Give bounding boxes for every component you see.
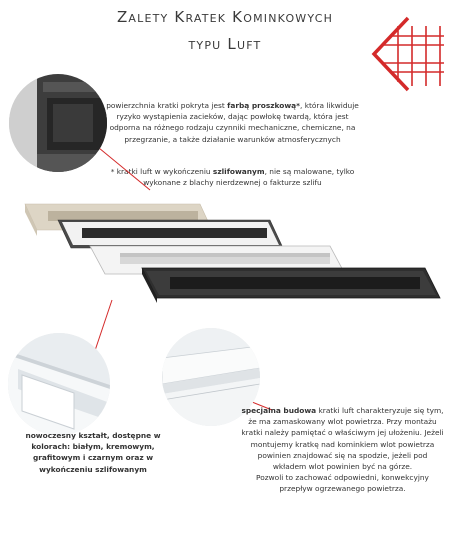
profile-detail-image: [9, 74, 107, 172]
coating-text-2: , która likwiduje ryzyko wystąpienia zacieków, dając powłokę twardą, która jest odporna na różnego rodzaju czynniki mechaniczne, chemiczne, na przegrzanie, a także działanie warunków atmosferycznych: [109, 101, 359, 144]
construction-description: [240, 405, 445, 495]
page-title: Zalety Kratek Kominkowych: [116, 8, 334, 26]
white-grille-detail-image: [8, 333, 110, 435]
colors-description: nowoczesny kształt, dostępne w kolorach: białym, kremowym, grafitowym i czarnym oraz w wykończeniu szlifowanym: [25, 431, 161, 474]
footnote-text-2: , nie są malowane, tylko wykonane z blachy nierdzewnej o fakturze szlifu: [143, 167, 355, 188]
grille-graphite: [58, 220, 283, 248]
coating-text-1: powierzchnia kratki pokryta jest: [106, 101, 228, 110]
page-subtitle: typu Luft: [188, 35, 262, 53]
detail-circle-profile: [9, 74, 107, 172]
construction-text-2: Pozwoli to zachować odpowiedni, konwekcyjny przepływ ogrzewanego powietrza.: [256, 473, 429, 494]
coating-description: [105, 100, 360, 145]
footnote-bold: szlifowanym: [212, 167, 265, 176]
brand-logo: [368, 14, 446, 94]
construction-bold: specjalna budowa: [241, 406, 317, 415]
footnote: [105, 166, 360, 188]
product-grilles: [0, 190, 457, 340]
footnote-text-1: * kratki luft w wykończeniu: [110, 167, 213, 176]
construction-text-1: kratki luft charakteryzuje się tym, że ma zamaskowany wlot powietrza. Przy montażu kratki należy pamiętać o właściwym jej ułożeniu. Jeżeli montujemy kratkę nad kominkiem wlot powietrza powinien znajdować się na spodzie, jeżeli pod wkładem wlot powinien być na górze.: [241, 406, 444, 472]
grille-black: [142, 268, 440, 303]
detail-circle-white-grille: [8, 333, 110, 435]
coating-bold: farbą proszkową*: [227, 101, 301, 110]
